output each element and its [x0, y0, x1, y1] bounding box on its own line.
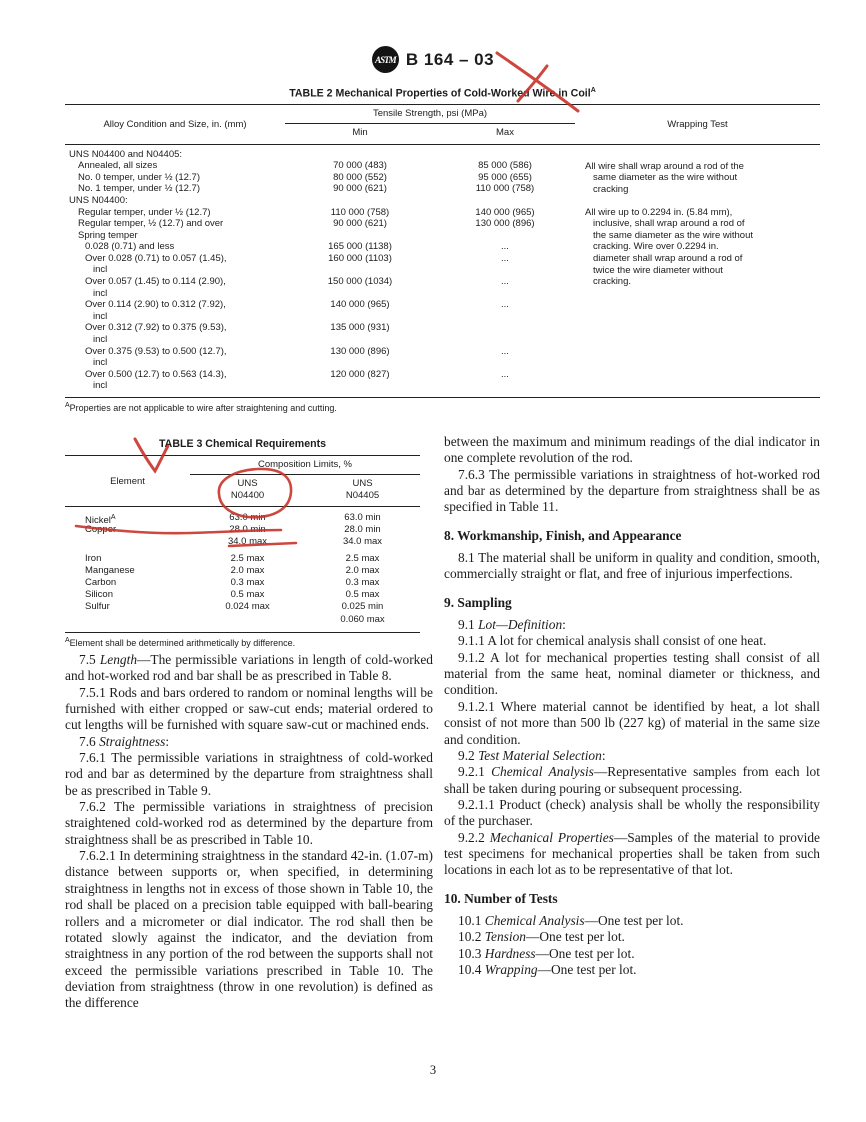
text: —The permissible variations in length of cold-worked and hot-worked rod and bar shall be as prescribed in Table 8.: [65, 652, 433, 684]
n04400-value: 0.5 max: [230, 589, 265, 601]
text: —One test per lot.: [535, 945, 635, 961]
table-row: [65, 577, 420, 589]
paragraph: [444, 962, 820, 978]
table3-element-header: Element: [110, 475, 145, 487]
left-text-column: [65, 652, 433, 1012]
element-name: Sulfur: [85, 601, 110, 613]
astm-logo-icon: ASTM: [372, 46, 399, 73]
table-row: [65, 601, 420, 613]
min-value: [285, 334, 435, 346]
table-row: [65, 299, 820, 311]
text: :: [165, 733, 170, 749]
italic-text: Chemical Analysis: [491, 764, 594, 780]
row-label: Over 0.500 (12.7) to 0.563 (14.3),: [85, 368, 227, 380]
paragraph: [444, 550, 820, 583]
row-label: No. 1 temper, under ½ (12.7): [78, 183, 200, 195]
wrap-cell: [575, 346, 820, 358]
min-value: 150 000 (1034): [327, 276, 393, 288]
max-value: ...: [501, 299, 509, 311]
table3-title: TABLE 3 Chemical Requirements: [159, 438, 326, 450]
page-number: 3: [429, 1063, 437, 1077]
row-label: incl: [93, 310, 108, 322]
element-name: Copper: [85, 524, 117, 536]
n04405-value: 34.0 max: [342, 536, 383, 548]
table3-composition-span-header: Composition Limits, %: [258, 459, 352, 470]
row-label: incl: [93, 264, 108, 276]
table3-span-rule: [190, 474, 420, 475]
table-row: [65, 288, 820, 300]
text: —One test per lot.: [525, 929, 625, 945]
wrap-cell: [575, 299, 820, 311]
table3-uns-n04405-header: UNS N04405: [345, 478, 380, 501]
min-value: 90 000 (621): [333, 183, 387, 195]
section-heading: 8. Workmanship, Finish, and Appearance: [444, 527, 682, 543]
table3-header: [65, 455, 420, 507]
n04405-value: 2.0 max: [345, 564, 380, 576]
italic-text: Hardness: [484, 945, 536, 961]
wrap-cell: [575, 334, 820, 346]
max-value: ...: [501, 345, 509, 357]
min-value: [285, 357, 435, 369]
wrap-cell: [575, 288, 820, 300]
standard-designation: B 164 – 03: [405, 49, 495, 69]
paragraph: [444, 633, 820, 649]
italic-text: Length: [99, 652, 138, 667]
text: 7.6.2 The permissible variations in straightness of precision straightened cold-worked rod as determined by the departure from straightness shall be as prescribed in Table 10.: [65, 799, 433, 847]
max-value: [435, 311, 575, 323]
min-value: 110 000 (758): [330, 206, 390, 218]
row-label: Over 0.028 (0.71) to 0.057 (1.45),: [85, 252, 227, 264]
n04400-value: 34.0 max: [227, 536, 268, 548]
note-line: cracking: [593, 183, 629, 195]
wrap-cell: [575, 380, 820, 392]
table3-chemical-requirements: [65, 438, 420, 648]
paragraph: [444, 748, 820, 764]
element-name: Iron: [85, 552, 102, 564]
paragraph: [444, 929, 820, 945]
table-row: [65, 536, 420, 548]
text: —Representative samples from each lot shall be taken during pouring or subsequent processing.: [444, 764, 820, 796]
table2-tensile-span-header: Tensile Strength, psi (MPa): [372, 107, 488, 119]
note-line: All wire up to 0.2294 in. (5.84 mm),: [585, 206, 733, 218]
table-row: [65, 565, 420, 577]
min-value: [285, 230, 435, 242]
italic-text: Mechanical Properties: [489, 829, 614, 845]
table-row: [65, 614, 420, 626]
paragraph: [444, 830, 820, 879]
min-value: [285, 195, 435, 207]
n04405-value: 2.5 max: [345, 552, 380, 564]
table-row: [65, 369, 820, 381]
text: 7.6.3 The permissible variations in straightness of hot-worked rod and bar as determined by the departure from straightness shall be as specified in Table 11.: [444, 466, 820, 515]
row-label: UNS N04400 and N04405:: [69, 148, 183, 160]
min-value: 165 000 (1138): [328, 241, 392, 253]
text: 9.1.2.1 Where material cannot be identified by heat, a lot shall consist of not more than 500 lb (227 kg) of material in the same size and condition.: [444, 698, 820, 747]
text: 9.2.2: [458, 829, 490, 845]
table-row: [65, 380, 820, 392]
min-value: 160 000 (1103): [328, 252, 392, 264]
table3-body: [65, 507, 420, 633]
row-label: Over 0.375 (9.53) to 0.500 (12.7),: [85, 345, 227, 357]
text: 7.5: [79, 652, 100, 667]
right-text-column: [444, 434, 820, 978]
text: 7.6.1 The permissible variations in straightness of cold-worked rod and bar as determined by the departure from straightness shall be as prescribed in Table 9.: [65, 750, 433, 798]
text: 7.6: [79, 733, 100, 749]
n04405-value: 0.060 max: [340, 613, 385, 625]
table-row: [65, 553, 420, 565]
min-value: [285, 264, 435, 276]
min-value: 80 000 (552): [333, 171, 387, 183]
text: :: [601, 747, 606, 763]
wrap-cell: [575, 322, 820, 334]
n04405-value: 63.0 min: [344, 512, 381, 523]
row-label: incl: [93, 380, 108, 392]
paragraph: [444, 434, 820, 467]
max-value: ...: [501, 276, 509, 288]
n04400-value: 28.0 min: [229, 524, 266, 536]
element-name: Nickel$^A$: [85, 514, 116, 527]
min-value: 130 000 (896): [330, 345, 390, 357]
max-value: ...: [501, 241, 509, 253]
text: 9.1.1 A lot for chemical analysis shall consist of one heat.: [458, 633, 767, 649]
paragraph: [65, 750, 433, 799]
note-line: cracking.: [593, 276, 632, 288]
italic-text: Test Material Selection: [478, 747, 602, 763]
document-header: [0, 46, 866, 73]
wrap-cell: [575, 369, 820, 381]
min-value: 120 000 (827): [330, 368, 390, 380]
wrap-cell: [575, 195, 820, 207]
max-value: [435, 334, 575, 346]
table2-footnote: $^A$Properties are not applicable to wire after straightening and cutting.: [65, 402, 337, 413]
wrap-cell: [575, 311, 820, 323]
paragraph: [65, 799, 433, 848]
n04400-value: 63.0 min: [229, 512, 266, 523]
note-line: cracking. Wire over 0.2294 in.: [593, 241, 719, 253]
table2-title: TABLE 2 Mechanical Properties of Cold-Worked Wire in Coil$^A$: [289, 87, 596, 100]
min-value: 90 000 (621): [333, 218, 387, 230]
paragraph: [65, 652, 433, 685]
max-value: 95 000 (655): [478, 171, 532, 183]
text: 7.6.2.1 In determining straightness in the standard 42-in. (1.07-m) distance between supports or, when specified, in determining straightness in lengths not in excess of those shown in Table 10, the rod shall be placed on a precision table equipped with ball-bearing rollers and a micrometer or dial indicator. The rod shall then be rotated slowly against the indicator, and the deviation from straightness in any portion of the rod between the supports shall not exceed the permissible variations prescribed in Table 10. The deviation from straightness (throw in one revolution) is defined as the difference: [65, 848, 433, 1011]
wrap-cell: [575, 357, 820, 369]
text: —One test per lot.: [584, 912, 684, 928]
paragraph: [444, 617, 820, 633]
italic-text: Lot—Definition: [478, 617, 563, 633]
paragraph: [444, 797, 820, 830]
min-value: 140 000 (965): [330, 299, 390, 311]
italic-text: Chemical Analysis: [484, 912, 585, 928]
max-value: 140 000 (965): [475, 206, 535, 218]
max-value: 110 000 (758): [475, 183, 535, 195]
text: —Samples of the material to provide test specimens for mechanical properties shall be taken from such locations in each lot as to be representative of that lot.: [444, 829, 820, 878]
n04400-value: 0.3 max: [230, 576, 265, 588]
note-line: diameter shall wrap around a rod of: [593, 252, 743, 264]
italic-text: Wrapping: [484, 961, 538, 977]
min-value: [285, 380, 435, 392]
min-value: [285, 149, 435, 161]
element-name: Manganese: [85, 564, 135, 576]
text: 9.2.1: [458, 764, 492, 780]
row-label: incl: [93, 357, 108, 369]
italic-text: Tension: [484, 929, 526, 945]
row-label: No. 0 temper, under ½ (12.7): [78, 171, 200, 183]
table2-min-header: Min: [352, 126, 368, 138]
row-label: UNS N04400:: [69, 194, 128, 206]
max-value: [435, 322, 575, 334]
paragraph: [65, 685, 433, 734]
table2-mechanical-properties: [65, 87, 820, 413]
max-value: 85 000 (586): [478, 160, 532, 172]
row-label: Over 0.114 (2.90) to 0.312 (7.92),: [85, 299, 226, 311]
n04405-value: 0.3 max: [345, 576, 380, 588]
wrapping-test-note: [585, 161, 818, 196]
text: 10.4: [458, 961, 485, 977]
wrap-cell: [575, 149, 820, 161]
note-line: twice the wire diameter without: [593, 264, 723, 276]
text: 10.3: [458, 945, 485, 961]
table-row: [65, 357, 820, 369]
italic-text: Straightness: [99, 733, 166, 749]
text: 9.1: [458, 617, 479, 633]
text: 10.1: [458, 912, 485, 928]
paragraph: [444, 946, 820, 962]
min-value: 70 000 (483): [333, 160, 387, 172]
table-row: [65, 524, 420, 536]
table2-body: [65, 145, 820, 398]
table2-max-header: Max: [496, 126, 514, 138]
n04405-value: 0.5 max: [345, 589, 380, 601]
table-row: [65, 311, 820, 323]
n04405-value: 0.025 min: [341, 601, 384, 613]
row-label: Regular temper, ½ (12.7) and over: [78, 218, 224, 230]
table2-span-rule: [285, 123, 575, 124]
min-value: [285, 311, 435, 323]
element-name: Silicon: [85, 589, 113, 601]
n04400-value: 0.024 max: [225, 601, 270, 613]
n04400-value: 2.5 max: [230, 552, 265, 564]
paragraph: [444, 699, 820, 748]
text: 7.5.1 Rods and bars ordered to random or nominal lengths will be furnished with either cropped or saw-cut ends; material ordered to cut lengths will be furnished with square saw-cut or machined ends.: [65, 684, 433, 733]
table-row: [65, 346, 820, 358]
note-line: All wire shall wrap around a rod of the: [585, 160, 744, 172]
text: :: [562, 617, 566, 633]
n04400-value: [190, 614, 305, 626]
paragraph: [444, 764, 820, 797]
text: 9.1.2 A lot for mechanical properties testing shall consist of all material from the same heat, nominal diameter or thickness, and condition.: [444, 649, 820, 698]
element-name: [65, 536, 190, 548]
paragraph: [65, 848, 433, 1011]
row-label: Spring temper: [78, 229, 138, 241]
wrapping-test-note: [585, 207, 818, 288]
row-label: Over 0.057 (1.45) to 0.114 (2.90),: [85, 276, 226, 288]
table2-wrapping-test-header: Wrapping Test: [667, 118, 728, 130]
element-name: [65, 614, 190, 626]
note-line: inclusive, shall wrap around a rod of: [593, 218, 745, 230]
max-value: [435, 357, 575, 369]
table-row: [65, 322, 820, 334]
text: 9.2.1.1 Product (check) analysis shall be wholly the responsibility of the purchaser.: [444, 796, 820, 829]
max-value: [435, 264, 575, 276]
row-label: incl: [93, 287, 108, 299]
paragraph: [444, 650, 820, 699]
paragraph: [444, 467, 820, 516]
max-value: [435, 288, 575, 300]
n04400-value: 2.0 max: [230, 564, 265, 576]
table2-header: [65, 104, 820, 145]
section-heading: 9. Sampling: [444, 594, 512, 610]
max-value: ...: [501, 252, 509, 264]
row-label: incl: [93, 334, 108, 346]
min-value: 135 000 (931): [330, 322, 390, 334]
table-row: [65, 589, 420, 601]
max-value: 130 000 (896): [475, 218, 535, 230]
text: between the maximum and minimum readings of the dial indicator in one complete revolution of the rod.: [444, 434, 820, 466]
table-row: [65, 195, 820, 207]
table3-uns-n04400-header: UNS N04400: [230, 478, 265, 501]
n04405-value: 28.0 min: [344, 524, 381, 536]
paragraph: [444, 913, 820, 929]
max-value: ...: [501, 368, 509, 380]
section-heading: 10. Number of Tests: [444, 890, 558, 906]
text: —One test per lot.: [537, 961, 637, 977]
max-value: [435, 380, 575, 392]
max-value: [435, 230, 575, 242]
max-value: [435, 149, 575, 161]
text: 10.2: [458, 929, 485, 945]
element-name: Carbon: [85, 576, 117, 588]
note-line: same diameter as the wire without: [593, 172, 738, 184]
table-row: [65, 334, 820, 346]
row-label: Regular temper, under ½ (12.7): [78, 206, 211, 218]
max-value: [435, 195, 575, 207]
table-row: [65, 149, 820, 161]
paragraph: [65, 734, 433, 750]
min-value: [285, 288, 435, 300]
note-line: the same diameter as the wire without: [593, 229, 753, 241]
table3-footnote: $^A$Element shall be determined arithmetically by difference.: [65, 636, 296, 648]
table-row: [65, 512, 420, 527]
row-label: Annealed, all sizes: [78, 160, 158, 172]
table2-col1-header: Alloy Condition and Size, in. (mm): [103, 118, 247, 130]
text: 8.1 The material shall be uniform in quality and condition, smooth, commercially straight or flat, and free of injurious imperfections.: [444, 550, 820, 582]
row-label: Over 0.312 (7.92) to 0.375 (9.53),: [85, 322, 227, 334]
text: 9.2: [458, 747, 479, 763]
row-label: 0.028 (0.71) and less: [85, 241, 175, 253]
